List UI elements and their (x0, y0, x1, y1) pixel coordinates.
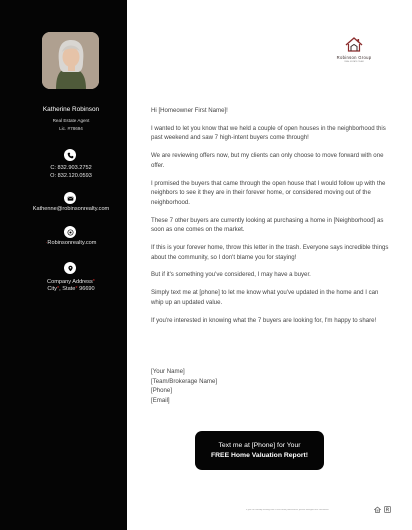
address-zip: 96690 (79, 286, 95, 292)
letter-paragraph: Simply text me at [phone] to let me know what you've updated in the home and I can whip up an updated value. (151, 289, 379, 306)
letter-paragraph: I wanted to let you know that we held a couple of open houses in the neighborhood this past weekend and saw 7 high-intent buyers come through! (151, 124, 386, 142)
website-link[interactable] (0, 239, 142, 247)
email-icon (64, 192, 76, 204)
contact-sidebar (0, 0, 127, 530)
agent-name: Katherine Robinson (42, 106, 100, 113)
letter-paragraph: We are reviewing offers now, but my clients can only choose to move forward with one offer. (151, 152, 384, 169)
footer-icons (374, 506, 392, 514)
cell-phone[interactable]: C: 832.903.2752 (50, 165, 92, 171)
agent-title: Real Estate Agent (52, 118, 90, 123)
signature-phone: [Phone] (151, 387, 173, 395)
globe-icon (64, 226, 76, 238)
address-state: State (62, 286, 76, 292)
city-state-zip (0, 285, 142, 293)
bullet-mark: · (45, 240, 48, 246)
phone-icon (64, 149, 76, 161)
signature-name: [Your Name] (151, 368, 185, 375)
cta-box[interactable] (195, 431, 324, 470)
letter-paragraph: If this is your forever home, throw this letter in the trash. Everyone says incredible things about the community, so I don't blame you for staying! (151, 244, 389, 261)
logo-name: Robinson Group (336, 55, 372, 60)
logo-tagline: REAL ESTATE TEAM (344, 61, 364, 63)
house-logo-icon (343, 36, 365, 54)
cta-line-1: Text me at [Phone] for Your (218, 442, 301, 449)
signature-email: [Email] (151, 397, 170, 405)
equal-housing-icon (374, 506, 381, 513)
required-mark: * (75, 286, 78, 292)
office-phone[interactable]: O: 832.120.0593 (50, 173, 92, 179)
separator: , (59, 286, 63, 292)
letter-paragraph: If you're interested in knowing what the 7 buyers are looking for, I'm happy to share! (151, 316, 377, 324)
signature-brokerage: [Team/Brokerage Name] (151, 377, 218, 385)
agent-portrait-image (42, 32, 99, 89)
signature-block (151, 367, 351, 406)
required-mark: * (92, 279, 95, 285)
cta-line-2: FREE Home Valuation Report! (210, 452, 309, 459)
agent-license: Lic. #78694 (59, 126, 83, 131)
company-logo (330, 36, 378, 70)
letter-paragraph: But if it's something you've considered, I may have a buyer. (151, 271, 311, 279)
greeting: Hi [Homeowner First Name]! (151, 107, 228, 114)
address-city: City (47, 286, 57, 292)
footer-disclaimer: If you are already working with a real estate professional, please disregard this solicitation. (246, 509, 330, 511)
realtor-icon (384, 506, 391, 513)
website-label: Robinsonrealty.com (47, 240, 97, 246)
letter-body (151, 106, 391, 325)
letter-paragraph: These 7 other buyers are currently looking at purchasing a home in [Neighborhood] as soon as one comes on the market. (151, 216, 384, 234)
location-pin-icon (64, 262, 76, 274)
email-link[interactable]: Kathenne@robinsonrealty.com (32, 206, 110, 212)
agent-photo (42, 32, 99, 89)
required-mark: * (56, 286, 60, 292)
address-line: Company Address (47, 279, 93, 285)
letter-paragraph: I promised the buyers that came through the open house that I would follow up with the neighbors to see it they are in their forever home, or considered moving out of the neighborhood. (151, 179, 386, 206)
